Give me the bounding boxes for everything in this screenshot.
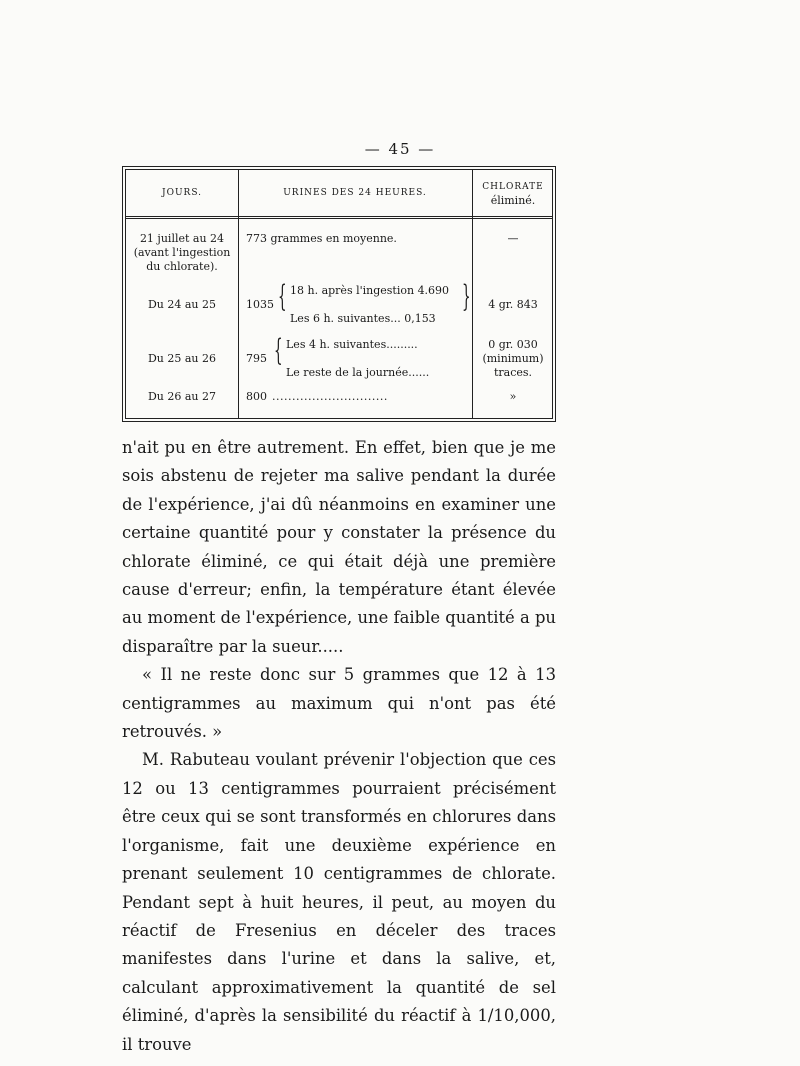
row2-jours: Du 24 au 25 xyxy=(147,298,217,311)
row4-dots: ............................. xyxy=(272,390,388,403)
brace-right: } xyxy=(462,279,471,314)
row1-jours-line: du chlorate). xyxy=(146,260,218,273)
paragraph-1: n'ait pu en être autrement. En effet, bien que je me sois abstenu de rejeter ma salive pendant la durée de l'expérience, j'ai dû néanmoins en examiner une certaine quantité pour y constater la présence du chlorate éliminé, ce qui était déjà une première cause d'erreur; enfin, la température étant élevée au moment de l'expérience, une faible quantité a pu disparaître par la sueur..... xyxy=(122,438,556,656)
row3-detail-1: Les 4 h. suivantes......... xyxy=(286,338,418,351)
brace-left: { xyxy=(278,279,287,314)
header-jours: JOURS. xyxy=(161,188,203,198)
row1-chlorate: — xyxy=(507,232,519,245)
data-table xyxy=(122,166,556,422)
row3-chlorate xyxy=(472,338,554,380)
row2-detail-1: 18 h. après l'ingestion 4.690 xyxy=(290,284,450,297)
row3-jours: Du 25 au 26 xyxy=(147,352,217,365)
row1-jours-line: (avant l'ingestion xyxy=(133,246,231,259)
body-text xyxy=(122,434,556,1059)
row3-urines-total: 795 xyxy=(246,352,267,365)
row1-jours-line: 21 juillet au 24 xyxy=(139,232,225,245)
row2-chlorate: 4 gr. 843 xyxy=(488,298,538,311)
header-rule xyxy=(126,216,552,219)
row3-chlorate-line: 0 gr. 030 xyxy=(488,338,538,351)
row3-chlorate-line: (minimum) xyxy=(482,352,544,365)
row2-detail-2: Les 6 h. suivantes... 0,153 xyxy=(290,312,436,325)
row1-urines: 773 grammes en moyenne. xyxy=(246,232,397,245)
row4-jours: Du 26 au 27 xyxy=(147,390,217,403)
row4-urines-total: 800 xyxy=(246,390,267,403)
header-chlorate-sub: éliminé. xyxy=(490,194,536,207)
row3-chlorate-line: traces. xyxy=(493,366,533,379)
header-urines: URINES DES 24 HEURES. xyxy=(283,188,427,198)
paragraph-2: « Il ne reste donc sur 5 grammes que 12 à 13 centigrammes au maximum qui n'ont pas été retrouvés. » xyxy=(122,665,556,742)
column-divider xyxy=(238,170,239,418)
row3-detail-2: Le reste de la journée...... xyxy=(286,366,430,379)
page-number: — 45 — xyxy=(364,140,436,158)
paragraph-3: M. Rabuteau voulant prévenir l'objection que ces 12 ou 13 centigrammes pourraient précisément être ceux qui se sont transformés en chlorures dans l'organisme, fait une deuxième expérience en prenant seulement 10 centigrammes de chlorate. Pendant sept à huit heures, il peut, au moyen du réactif de Fresenius en déceler des traces manifestes dans l'urine et dans la salive, et, calculant approximativement la quantité de sel éliminé, d'après la sensibilité du réactif à 1/10,000, il trouve xyxy=(122,750,556,1054)
brace-left: { xyxy=(274,333,283,368)
row4-chlorate: » xyxy=(509,390,517,403)
header-chlorate: CHLORATE xyxy=(482,182,544,192)
row1-jours xyxy=(126,232,238,274)
row2-urines-total: 1035 xyxy=(246,298,274,311)
